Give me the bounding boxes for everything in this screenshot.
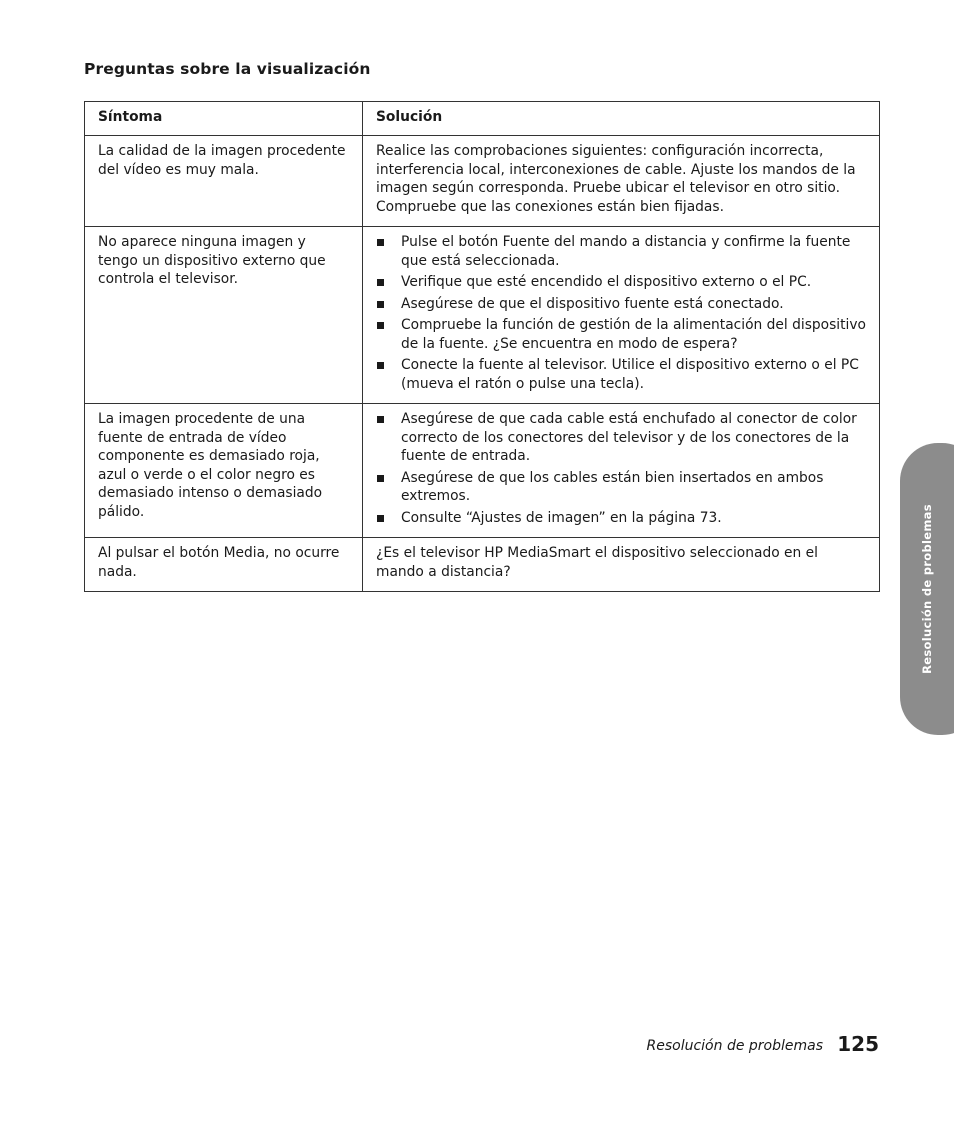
- square-bullet-icon: [377, 301, 384, 308]
- solution-item: [376, 295, 867, 314]
- square-bullet-icon: [377, 475, 384, 482]
- square-bullet-icon: [377, 515, 384, 522]
- symptom-cell: Al pulsar el botón Media, no ocurre nada.: [85, 538, 363, 592]
- solution-item-text: Verifique que esté encendido el dispositivo externo o el PC.: [401, 274, 812, 290]
- chapter-tab-label: Resolución de problemas: [920, 504, 934, 674]
- symptom-cell: La calidad de la imagen procedente del vídeo es muy mala.: [85, 136, 363, 227]
- table-row: [85, 538, 880, 592]
- header-solution: Solución: [363, 102, 880, 136]
- solution-list: [376, 410, 867, 527]
- symptom-cell: La imagen procedente de una fuente de entrada de vídeo componente es demasiado roja, azul o verde o el color negro es demasiado intenso o demasiado pálido.: [85, 404, 363, 538]
- table-row: [85, 227, 880, 404]
- square-bullet-icon: [377, 362, 384, 369]
- page-number: 125: [837, 1032, 879, 1056]
- solution-cell: [363, 404, 880, 538]
- solution-cell: Realice las comprobaciones siguientes: configuración incorrecta, interferencia local, interconexiones de cable. Ajuste los mandos de la imagen según corresponda. Pruebe ubicar el televisor en otro sitio. Compruebe que las conexiones están bien fijadas.: [363, 136, 880, 227]
- square-bullet-icon: [377, 322, 384, 329]
- solution-item-text: Compruebe la función de gestión de la alimentación del dispositivo de la fuente. ¿Se encuentra en modo de espera?: [401, 317, 866, 352]
- footer-section-title: Resolución de problemas: [646, 1038, 823, 1054]
- solution-item-text: Pulse el botón Fuente del mando a distancia y confirme la fuente que está seleccionada.: [401, 234, 851, 269]
- header-symptom: Síntoma: [85, 102, 363, 136]
- troubleshooting-table: [84, 101, 880, 592]
- solution-item-text: Asegúrese de que el dispositivo fuente está conectado.: [401, 295, 784, 312]
- solution-item: [376, 273, 867, 292]
- solution-item-text: Consulte “Ajustes de imagen” en la página 73.: [401, 509, 722, 526]
- square-bullet-icon: [377, 239, 384, 246]
- solution-item: [376, 233, 867, 270]
- solution-item: [376, 316, 867, 353]
- solution-item-text: Conecte la fuente al televisor. Utilice el dispositivo externo o el PC (mueva el ratón o pulse una tecla).: [401, 357, 859, 392]
- solution-cell: [363, 227, 880, 404]
- section-title: Preguntas sobre la visualización: [84, 60, 371, 78]
- table-row: [85, 136, 880, 227]
- solution-item-text: Asegúrese de que los cables están bien insertados en ambos extremos.: [401, 469, 824, 504]
- square-bullet-icon: [377, 279, 384, 286]
- square-bullet-icon: [377, 416, 384, 423]
- table-header-row: [85, 102, 880, 136]
- solution-cell: ¿Es el televisor HP MediaSmart el dispositivo seleccionado en el mando a distancia?: [363, 538, 880, 592]
- solution-item: [376, 356, 867, 393]
- solution-item: [376, 410, 867, 466]
- solution-item: [376, 509, 867, 528]
- solution-list: [376, 233, 867, 393]
- solution-item: [376, 469, 867, 506]
- symptom-cell: No aparece ninguna imagen y tengo un dispositivo externo que controla el televisor.: [85, 227, 363, 404]
- solution-item-text: Asegúrese de que cada cable está enchufado al conector de color correcto de los conectores del televisor y de los conectores de la fuente de entrada.: [401, 411, 857, 464]
- table-row: [85, 404, 880, 538]
